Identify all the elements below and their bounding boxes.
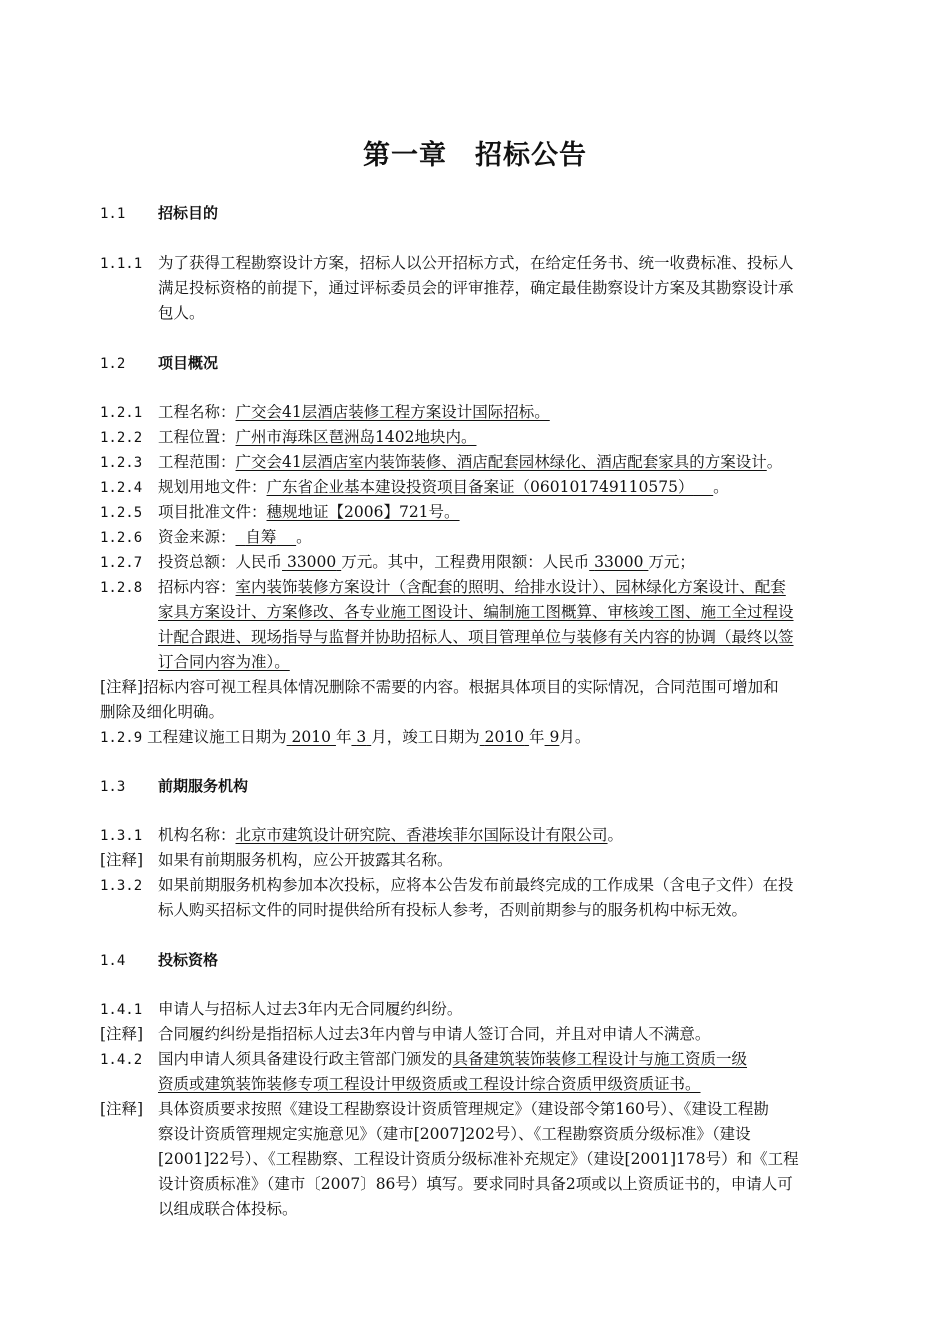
- clause-text: 工程建议施工日期为: [147, 728, 287, 746]
- clause-value-line: 计配合跟进、现场指导与监督并协助招标人、项目管理单位与装修有关内容的协调（最终以签: [158, 628, 794, 646]
- clause-1-2-2: [100, 425, 476, 451]
- note-1-3: [100, 848, 453, 873]
- clause-value: 具备建筑装饰装修工程设计与施工资质一级: [452, 1050, 748, 1068]
- clause-text: 月，竣工日期为: [371, 728, 480, 746]
- clause-text: 投资总额：人民币: [158, 553, 283, 571]
- clause-text: 申请人与招标人过去3年内无合同履约纠纷。: [158, 1000, 463, 1018]
- clause-text-line: 满足投标资格的前提下，通过评标委员会的评审推荐，确定最佳勘察设计方案及其勘察设计承: [158, 279, 794, 297]
- note-text: 如果有前期服务机构，应公开披露其名称。: [158, 851, 453, 869]
- end-year: 2010: [484, 728, 525, 746]
- clause-value: 广州市海珠区琶洲岛1402地块内。: [235, 428, 477, 446]
- clause-tail: 。: [607, 826, 624, 844]
- note-text: 删除及细化明确。: [100, 703, 225, 721]
- clause-1-2-7: [100, 550, 695, 576]
- note-tag: [注释]: [100, 851, 144, 869]
- clause-text: 万元；: [648, 553, 695, 571]
- section-heading-1-4: [100, 948, 218, 974]
- clause-number: 1.2.4: [100, 480, 143, 496]
- clause-tail: 。: [713, 478, 729, 496]
- clause-text: 年: [335, 728, 352, 746]
- clause-value-line: 家具方案设计、方案修改、各专业施工图设计、编制施工图概算、审核竣工图、施工全过程设: [158, 603, 794, 621]
- clause-1-3-2: [100, 873, 794, 899]
- investment-total: 33000: [286, 553, 337, 571]
- clause-value: 广交会41层酒店室内装饰装修、酒店配套园林绿化、酒店配套家具的方案设计: [235, 453, 767, 471]
- note-text: 具体资质要求按照《建设工程勘察设计资质管理规定》（建设部令第160号）、《建设工程勘: [158, 1100, 769, 1118]
- page-title: 第一章 招标公告: [363, 140, 587, 171]
- note-1-4-2: [100, 1097, 769, 1122]
- clause-text: 月。: [559, 728, 591, 746]
- end-month: 9: [549, 728, 560, 746]
- clause-text-line: 包人。: [158, 304, 205, 322]
- section-number: 1.2: [100, 356, 126, 372]
- note-tag: [注释]: [100, 1100, 144, 1118]
- clause-1-2-8: [100, 575, 786, 601]
- clause-text: 万元。其中，工程费用限额：人民币: [341, 553, 590, 571]
- note-tag: [注释]: [100, 1025, 144, 1043]
- clause-1-2-5: [100, 500, 460, 526]
- clause-number: 1.2.1: [100, 405, 143, 421]
- clause-1-2-4: [100, 475, 729, 501]
- clause-number: 1.3.1: [100, 828, 143, 844]
- clause-text: 年: [529, 728, 545, 746]
- clause-label: 招标内容：: [158, 578, 236, 596]
- section-title: 投标资格: [158, 951, 219, 969]
- clause-number: 1.3.2: [100, 878, 143, 894]
- note-1-4-1: [100, 1022, 710, 1047]
- start-month: 3: [356, 728, 367, 746]
- clause-value: 广交会41层酒店装修工程方案设计国际招标。: [235, 403, 550, 421]
- clause-1-2-6: [100, 525, 312, 551]
- clause-label: 工程范围：: [158, 453, 236, 471]
- clause-value: 广东省企业基本建设投资项目备案证（060101749110575）: [266, 478, 694, 496]
- clause-value: 室内装饰装修方案设计（含配套的照明、给排水设计）、园林绿化方案设计、配套: [235, 578, 786, 596]
- clause-label: 项目批准文件：: [158, 503, 267, 521]
- clause-1-2-1: [100, 400, 550, 426]
- clause-tail: 。: [296, 528, 312, 546]
- clause-1-4-2: [100, 1047, 747, 1073]
- clause-label: 机构名称：: [158, 826, 236, 844]
- section-number: 1.3: [100, 779, 126, 795]
- clause-label: 资金来源：: [158, 528, 236, 546]
- clause-number: 1.1.1: [100, 256, 143, 272]
- clause-number: 1.4.1: [100, 1002, 143, 1018]
- clause-label: 工程位置：: [158, 428, 236, 446]
- clause-label: 工程名称：: [158, 403, 236, 421]
- section-heading-1-2: [100, 351, 218, 377]
- clause-value-line: 订合同内容为准）。: [158, 653, 290, 671]
- clause-label: 规划用地文件：: [158, 478, 267, 496]
- note-text-line: 设计资质标准》（建市〔2007〕86号）填写。要求同时具备2项或以上资质证书的，申请人可: [158, 1175, 793, 1193]
- clause-text: 如果前期服务机构参加本次投标，应将本公告发布前最终完成的工作成果（含电子文件）在投: [158, 876, 794, 894]
- clause-number: 1.2.2: [100, 430, 143, 446]
- start-year: 2010: [291, 728, 331, 746]
- clause-number: 1.2.7: [100, 555, 143, 571]
- section-heading-1-1: [100, 201, 218, 227]
- note-text: 合同履约纠纷是指招标人过去3年内曾与申请人签订合同，并且对申请人不满意。: [158, 1025, 711, 1043]
- clause-value: 北京市建筑设计研究院、香港埃菲尔国际设计有限公司: [235, 826, 608, 844]
- section-number: 1.4: [100, 953, 126, 969]
- note-text-line: [2001]22号）、《工程勘察、工程设计资质分级标准补充规定》（建设[2001]178号）和《工程: [158, 1150, 799, 1168]
- clause-tail: 。: [766, 453, 783, 471]
- clause-1-3-1: [100, 823, 623, 849]
- section-title: 前期服务机构: [158, 777, 249, 795]
- clause-1-1-1: [100, 251, 794, 277]
- clause-1-2-3: [100, 450, 782, 476]
- clause-number: 1.2.5: [100, 505, 143, 521]
- clause-value: 穗规地证【2006】721号。: [266, 503, 460, 521]
- clause-text: 国内申请人须具备建设行政主管部门颁发的: [158, 1050, 453, 1068]
- section-heading-1-3: [100, 774, 248, 800]
- note-text: [注释]招标内容可视工程具体情况删除不需要的内容。根据具体项目的实际情况，合同范围可增加和: [100, 678, 779, 696]
- clause-number: 1.4.2: [100, 1052, 143, 1068]
- clause-number: 1.2.9: [100, 730, 143, 746]
- section-number: 1.1: [100, 206, 126, 222]
- clause-number: 1.2.3: [100, 455, 143, 471]
- note-text-line: 察设计资质管理规定实施意见》（建市[2007]202号）、《工程勘察资质分级标准》（建设: [158, 1125, 751, 1143]
- clause-text: 为了获得工程勘察设计方案，招标人以公开招标方式，在给定任务书、统一收费标准、投标人: [158, 254, 794, 272]
- clause-1-2-9: [100, 725, 590, 751]
- cost-limit: 33000: [594, 553, 644, 571]
- clause-number: 1.2.8: [100, 580, 143, 596]
- clause-1-4-1: [100, 997, 462, 1023]
- clause-number: 1.2.6: [100, 530, 143, 546]
- clause-value: 自筹: [245, 528, 277, 546]
- clause-text-line: 标人购买招标文件的同时提供给所有投标人参考，否则前期参与的服务机构中标无效。: [158, 901, 748, 919]
- note-text-line: 以组成联合体投标。: [158, 1200, 298, 1218]
- section-title: 招标目的: [158, 204, 219, 222]
- section-title: 项目概况: [158, 354, 219, 372]
- clause-value-line: 资质或建筑装饰装修专项工程设计甲级资质或工程设计综合资质甲级资质证书。: [158, 1075, 701, 1093]
